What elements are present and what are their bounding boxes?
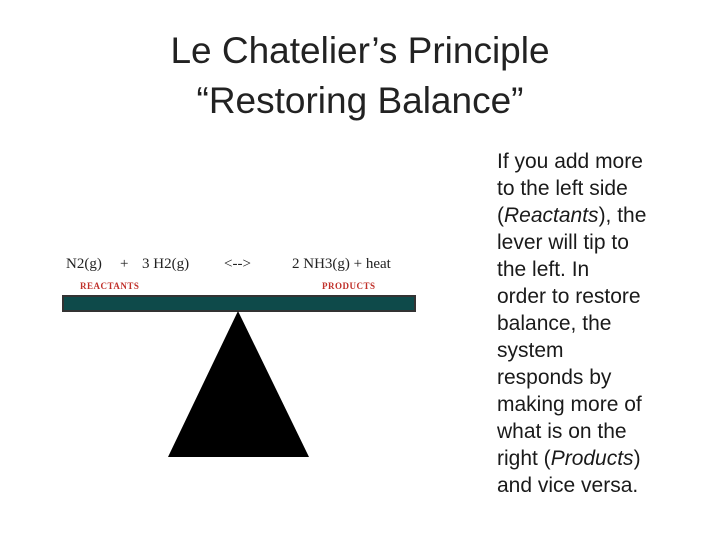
explanation-line: right (Products) (497, 447, 641, 470)
equation-plus: + (120, 256, 129, 272)
explanation-line: and vice versa. (497, 474, 639, 497)
title-line-1: Le Chatelier’s Principle (170, 30, 550, 71)
italic-term: Reactants (504, 204, 599, 227)
explanation-line: making more of (497, 393, 642, 416)
explanation-line: responds by (497, 366, 612, 389)
reactants-label: REACTANTS (80, 281, 140, 291)
explanation-text (497, 148, 717, 499)
equilibrium-arrow: <--> (224, 256, 251, 272)
explanation-line: balance, the (497, 312, 612, 335)
equation-h2: 3 H2(g) (142, 256, 190, 272)
explanation-line: system (497, 339, 564, 362)
equation-nh3: 2 NH3(g) + heat (292, 256, 391, 272)
title-line-2: “Restoring Balance” (196, 80, 524, 121)
fulcrum-triangle (168, 311, 312, 459)
explanation-line: (Reactants), the (497, 204, 647, 227)
explanation-line: what is on the (497, 420, 627, 443)
explanation-line: the left. In (497, 258, 590, 281)
explanation-line: order to restore (497, 285, 641, 308)
explanation-line: to the left side (497, 177, 628, 200)
explanation-line: lever will tip to (497, 231, 629, 254)
italic-term: Products (550, 447, 634, 470)
products-label: PRODUCTS (322, 281, 376, 291)
lever-beam (62, 295, 416, 312)
equation-n2: N2(g) (66, 256, 102, 272)
explanation-line: If you add more (497, 150, 643, 173)
